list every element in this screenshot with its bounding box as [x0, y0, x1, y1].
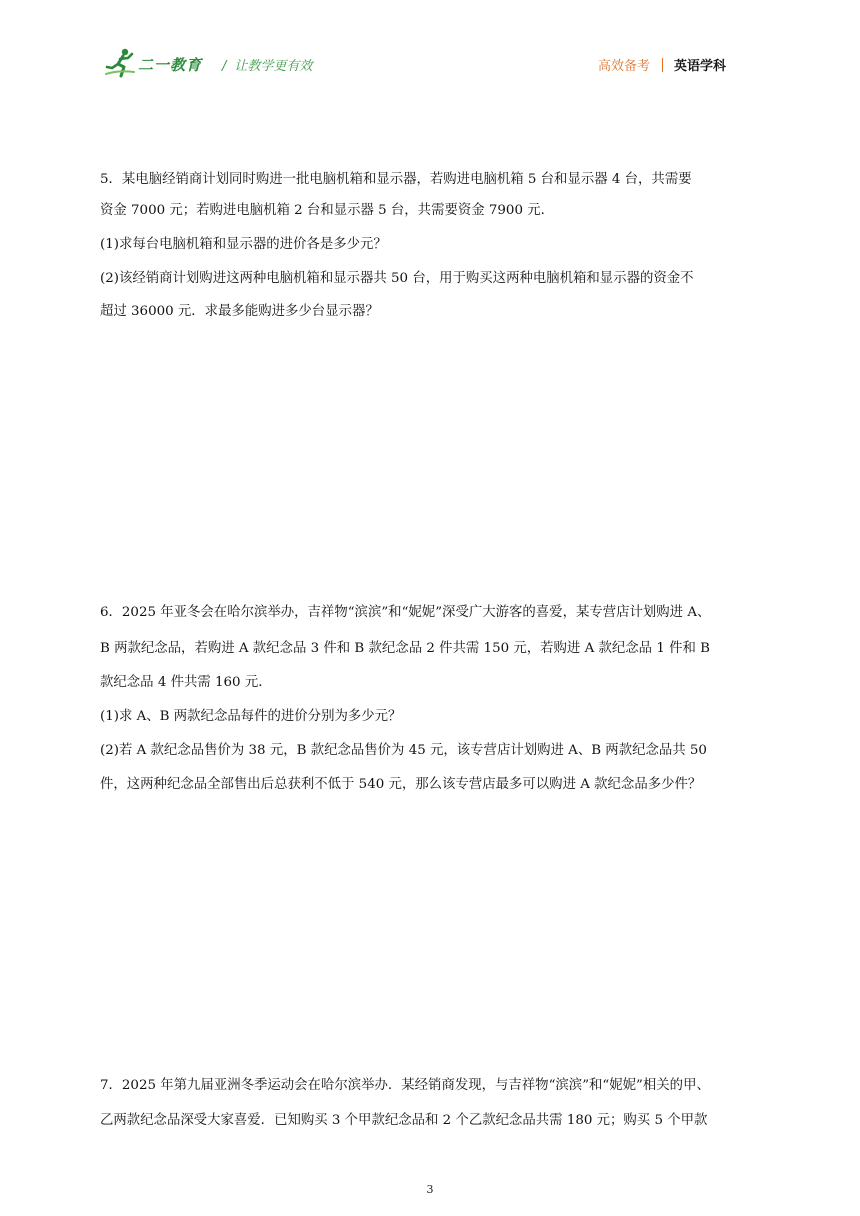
question-line: 件，这两种纪念品全部售出后总获利不低于 540 元，那么该专营店最多可以购进 A 款纪念品多少件？ — [100, 777, 702, 792]
header-tagline — [598, 55, 726, 74]
question-line: 6．2025 年亚冬会在哈尔滨举办，吉祥物“滨滨”和“妮妮”深受广大游客的喜爱，某专营店计划购进 A、 — [100, 605, 711, 620]
question-line: 7．2025 年第九届亚洲冬季运动会在哈尔滨举办．某经销商发现，与吉祥物“滨滨”和“妮妮”相关的甲、 — [100, 1078, 710, 1093]
question-line: (1)求 A、B 两款纪念品每件的进价分别为多少元？ — [100, 709, 402, 724]
question-line: (1)求每台电脑机箱和显示器的进价各是多少元？ — [100, 237, 387, 252]
question-line: 乙两款纪念品深受大家喜爱．已知购买 3 个甲款纪念品和 2 个乙款纪念品共需 180 元；购买 5 个甲款 — [100, 1113, 708, 1128]
question-line: B 两款纪念品，若购进 A 款纪念品 3 件和 B 款纪念品 2 件共需 150 元，若购进 A 款纪念品 1 件和 B — [100, 641, 710, 656]
header-divider — [662, 58, 663, 72]
exam-tag: 高效备考 — [598, 59, 651, 74]
slogan — [222, 55, 312, 74]
question-line: 款纪念品 4 件共需 160 元． — [100, 675, 272, 690]
question-line: 5．某电脑经销商计划同时购进一批电脑机箱和显示器，若购进电脑机箱 5 台和显示器 4 台，共需要 — [100, 172, 692, 187]
slogan-text: 让教学更有效 — [234, 59, 313, 74]
slogan-separator: / — [222, 59, 227, 74]
question-line: 超过 36000 元．求最多能购进多少台显示器？ — [100, 304, 379, 319]
question-line: (2)若 A 款纪念品售价为 38 元，B 款纪念品售价为 45 元，该专营店计划购进 A、B 两款纪念品共 50 — [100, 743, 707, 758]
brand-logo — [104, 46, 212, 80]
page-header — [0, 0, 860, 90]
logo-text: 二一教育 — [138, 56, 203, 74]
question-line: (2)该经销商计划购进这两种电脑机箱和显示器共 50 台，用于购买这两种电脑机箱和显示器的资金不 — [100, 271, 694, 286]
subject-label: 英语学科 — [674, 59, 727, 74]
page-number: 3 — [426, 1183, 434, 1196]
question-line: 资金 7000 元；若购进电脑机箱 2 台和显示器 5 台，共需要资金 7900 元． — [100, 203, 555, 218]
running-figure-logo-icon — [104, 46, 138, 80]
